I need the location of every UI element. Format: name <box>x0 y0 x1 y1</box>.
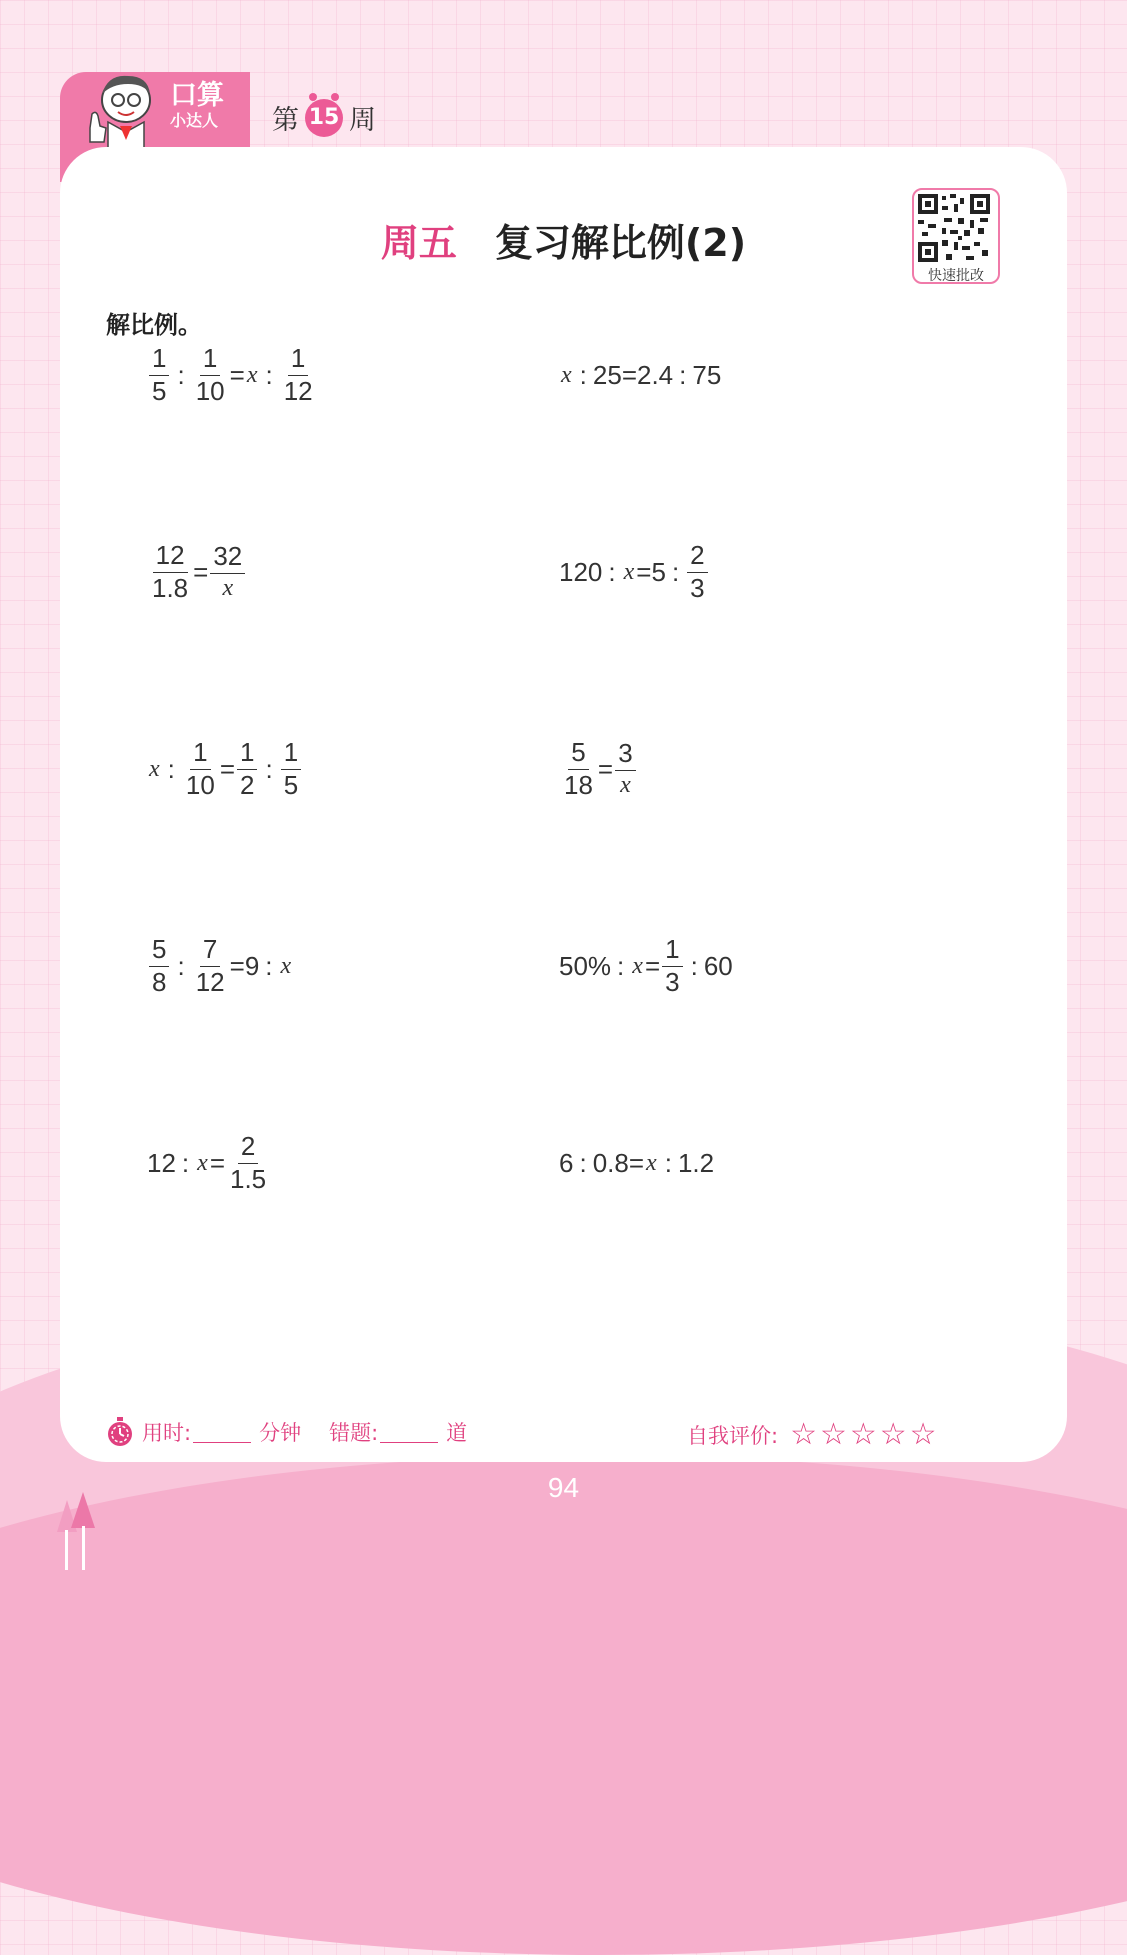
fraction: $\frac{32}{x}$ <box>210 543 245 600</box>
brand-title: 口算 <box>170 80 224 111</box>
colon: : <box>679 359 687 390</box>
problem-8 <box>559 936 733 996</box>
variable: x <box>632 952 643 979</box>
week-label <box>272 98 376 137</box>
colon: : <box>181 1147 190 1178</box>
number: 2.4 <box>637 359 674 390</box>
colon: : <box>579 359 587 390</box>
number: 9 <box>244 950 260 981</box>
week-suffix: 周 <box>349 105 376 136</box>
variable: x <box>623 558 635 585</box>
equals-sign: = <box>621 359 637 390</box>
colon: : <box>664 1147 672 1178</box>
number: 75 <box>692 359 722 390</box>
qr-code-icon[interactable] <box>918 194 990 262</box>
stopwatch-icon <box>106 1417 134 1447</box>
colon: : <box>671 556 680 587</box>
colon: : <box>177 359 185 390</box>
equals-sign: = <box>229 950 245 981</box>
problem-1 <box>147 345 318 405</box>
variable: x <box>246 361 258 388</box>
colon: : <box>265 359 273 390</box>
number: 60 <box>703 950 733 981</box>
background-wave-front <box>0 1455 1127 1955</box>
equals-sign: = <box>644 950 661 981</box>
number: 25 <box>592 359 622 390</box>
variable: x <box>149 755 160 782</box>
colon: : <box>167 753 175 784</box>
title-topic: 复习解比例(2) <box>494 221 747 265</box>
equals-sign: = <box>219 753 235 784</box>
title-day: 周五 <box>380 221 457 265</box>
colon: : <box>617 950 625 981</box>
time-label: 用时: <box>142 1421 192 1445</box>
colon: : <box>690 950 698 981</box>
fraction: $\frac{1}{10}$ <box>185 737 215 800</box>
number: 50% <box>559 950 612 981</box>
equals-sign: = <box>597 753 614 784</box>
equals-sign: = <box>628 1147 645 1178</box>
rating-stars[interactable]: ☆☆☆☆☆ <box>790 1417 940 1452</box>
instruction: 解比例。 <box>106 311 202 339</box>
problem-4 <box>559 542 710 602</box>
variable: x <box>197 1149 208 1176</box>
page-number: 94 <box>547 1472 580 1503</box>
equals-sign: = <box>209 1147 225 1178</box>
week-number-badge: 15 <box>305 99 343 137</box>
problem-7 <box>147 936 293 996</box>
errors-blank[interactable] <box>380 1422 438 1443</box>
fraction: $\frac{7}{12}$ <box>195 934 225 997</box>
time-blank[interactable] <box>193 1422 251 1443</box>
footer-self-eval <box>687 1417 940 1452</box>
errors-label: 错题: <box>329 1421 379 1445</box>
fraction: $\frac{12}{1.8}$ <box>152 540 189 603</box>
number: 0.8 <box>592 1147 629 1178</box>
fraction: $\frac{1}{5}$ <box>149 345 169 405</box>
variable: x <box>561 361 572 388</box>
number: 5 <box>651 556 666 587</box>
brand-logo <box>170 82 224 129</box>
fraction: $\frac{5}{8}$ <box>149 936 169 996</box>
variable: x <box>646 1149 657 1176</box>
mascot-icon <box>78 70 168 150</box>
fraction: $\frac{3}{x}$ <box>615 740 636 797</box>
errors-unit: 道 <box>446 1421 468 1445</box>
fraction: $\frac{1}{5}$ <box>281 739 301 799</box>
problem-10 <box>559 1133 714 1193</box>
colon: : <box>265 753 273 784</box>
equals-sign: = <box>193 556 209 587</box>
footer-time <box>106 1417 467 1447</box>
tree-icon <box>55 1490 100 1570</box>
colon: : <box>177 950 185 981</box>
number: 1.2 <box>677 1147 715 1178</box>
problem-6 <box>559 739 638 799</box>
colon: : <box>579 1147 587 1178</box>
number: 6 <box>559 1147 574 1178</box>
fraction: $\frac{1}{2}$ <box>237 739 257 799</box>
fraction: $\frac{1}{3}$ <box>662 936 682 996</box>
fraction: $\frac{2}{1.5}$ <box>230 1131 267 1194</box>
fraction: $\frac{1}{12}$ <box>283 343 313 406</box>
self-eval-label: 自我评价: <box>687 1423 779 1448</box>
variable: x <box>280 952 292 979</box>
equals-sign: = <box>636 556 652 587</box>
problem-3 <box>147 542 247 602</box>
problem-9 <box>147 1133 271 1193</box>
time-unit: 分钟 <box>259 1421 302 1445</box>
brand-subtitle: 小达人 <box>170 111 219 130</box>
colon: : <box>265 950 273 981</box>
problem-5 <box>147 739 303 799</box>
fraction: $\frac{2}{3}$ <box>687 542 707 602</box>
fraction: $\frac{1}{10}$ <box>195 343 225 406</box>
qr-label: 快速批改 <box>928 268 984 284</box>
week-prefix: 第 <box>272 105 299 136</box>
number: 120 <box>559 556 603 587</box>
equals-sign: = <box>229 359 245 390</box>
number: 12 <box>147 1147 176 1178</box>
fraction: $\frac{5}{18}$ <box>564 737 593 800</box>
problem-2 <box>559 345 721 405</box>
colon: : <box>608 556 616 587</box>
